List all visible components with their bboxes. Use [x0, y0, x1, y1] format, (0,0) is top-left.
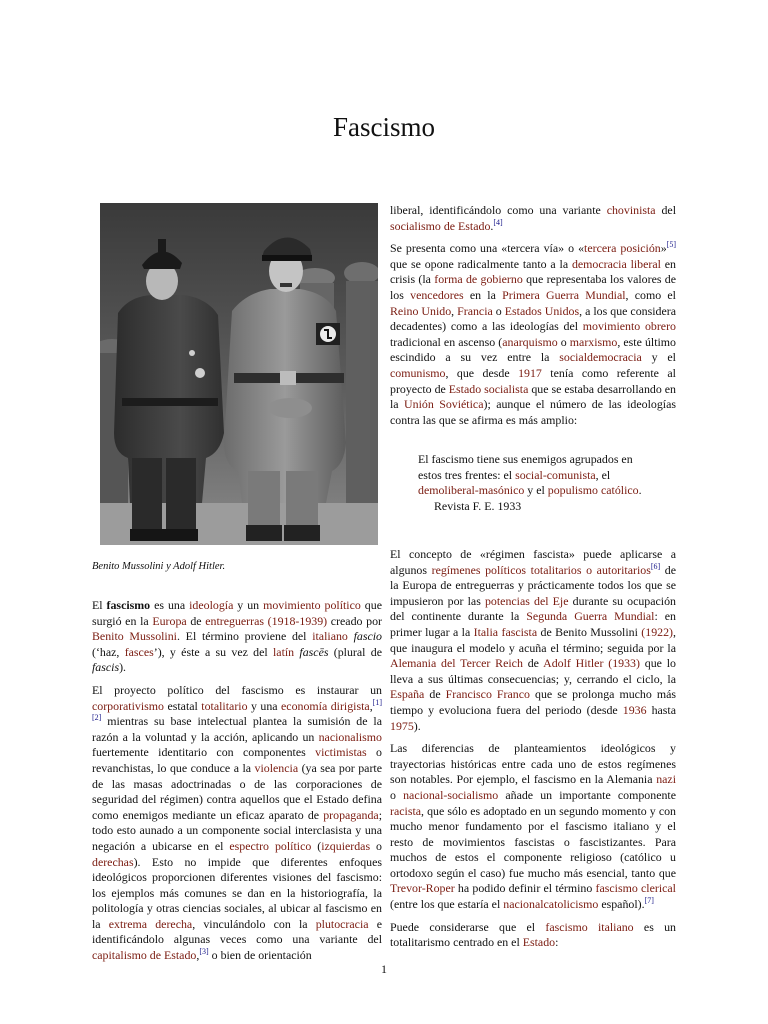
text-run: , vinculándolo con la	[192, 916, 316, 931]
text-run: es un totalitarismo centrado en el	[390, 919, 676, 950]
text-run: El proyecto político del fascismo es instaurar un	[92, 682, 382, 697]
inline-link[interactable]: potencias del Eje	[484, 593, 569, 608]
text-run: ; todo esto aunado a un componente social interclasista y una negación a ubicarse en el	[92, 807, 382, 853]
text-run: durante su ocupación del continente durante la	[390, 593, 676, 624]
inline-link[interactable]: Adolf Hitler	[543, 656, 604, 671]
text-run: .	[490, 218, 494, 233]
paragraph-fascist-regime	[390, 547, 676, 734]
text-run: :	[555, 935, 559, 950]
inline-link[interactable]: latín	[272, 644, 295, 659]
text-run: español).	[598, 897, 645, 912]
inline-link[interactable]: totalitario	[201, 698, 248, 713]
inline-link[interactable]: propaganda	[323, 807, 379, 822]
reference-link[interactable]: [4]	[493, 217, 503, 227]
inline-link[interactable]: racista	[390, 803, 422, 818]
inline-link[interactable]: tercera posición	[584, 241, 661, 256]
inline-link[interactable]: 1975	[390, 718, 414, 733]
inline-link[interactable]: Trevor-Roper	[390, 881, 455, 896]
text-run: , que desde	[445, 365, 519, 380]
text-run: , que sólo es adoptado en un segundo momento y con mucho menor fundamento por el fascismo italiano y el resto de movimientos fascistas o fascistizantes. Para muchos de estos el componente religioso (católico u ortodoxo según el caso) fue mucho más esencial, tanto que	[390, 803, 676, 880]
text-run: o bien de orientación	[208, 948, 312, 963]
quote-text	[418, 452, 658, 499]
inline-link[interactable]: democracia liberal	[571, 256, 661, 271]
text-run: añade un importante componente	[498, 787, 676, 802]
inline-link[interactable]: forma de gobierno	[434, 272, 523, 287]
inline-link[interactable]: Europa	[152, 613, 187, 628]
text-run: en la	[463, 287, 503, 302]
inline-link[interactable]: plutocracia	[315, 916, 369, 931]
text-run: que se prolonga mucho más tiempo y evoluciona fuera del periodo (desde	[390, 687, 677, 717]
inline-link[interactable]: ideología	[189, 598, 234, 612]
inline-link[interactable]: nacional-socialismo	[403, 787, 499, 802]
text-run: creado por	[327, 613, 382, 628]
text-run: , a los que considera decadentes) como a las ideologías del	[390, 303, 676, 334]
text-run: que lo lleva a sus últimas consecuencias; y, cerrando el ciclo, la	[390, 656, 676, 686]
text-run: estatal	[164, 698, 202, 713]
paragraph-liberal-variant	[390, 203, 676, 234]
page-number: 1	[381, 962, 387, 976]
text-run: e identificándolo algunas veces como una variante del	[92, 916, 382, 947]
inline-link[interactable]: demoliberal-masónico	[418, 483, 525, 498]
inline-link[interactable]: regímenes políticos totalitarios o autoritarios	[431, 562, 651, 577]
italic-text: fascēs	[299, 644, 329, 659]
right-column-top	[390, 203, 676, 435]
inline-link[interactable]: derechas	[92, 854, 134, 869]
text-run: y una	[247, 698, 282, 713]
text-run: (entre los que estaría el	[390, 897, 504, 912]
text-run: »	[660, 241, 667, 256]
text-run: o	[370, 838, 382, 853]
text-run: Se presenta como una «tercera vía» o «	[390, 241, 585, 256]
inline-link[interactable]: espectro político	[229, 838, 312, 853]
text-run: o	[557, 334, 570, 349]
text-run: o	[492, 303, 505, 318]
reference-link[interactable]: [1][2]	[92, 697, 382, 723]
inline-link[interactable]: Primera Guerra Mundial	[502, 287, 626, 302]
inline-link[interactable]: vencedores	[410, 287, 464, 302]
text-run: , como el	[625, 287, 676, 302]
inline-link[interactable]: 1917	[518, 365, 542, 380]
text-run: de	[424, 687, 446, 702]
inline-link[interactable]: Estado socialista	[448, 381, 529, 396]
inline-link[interactable]: Alemania del Tercer Reich	[390, 656, 523, 671]
inline-link[interactable]: marxismo	[569, 334, 618, 349]
inline-link[interactable]: economía dirigista	[281, 698, 370, 713]
text-run: , el	[595, 467, 611, 482]
left-column	[92, 598, 382, 971]
text-run: ha podido definir el término	[454, 881, 596, 896]
text-run: ’), y éste a su vez del	[153, 644, 273, 659]
inline-link[interactable]: España	[390, 687, 425, 702]
text-run: y el	[641, 350, 676, 365]
inline-link[interactable]: nacionalcatolicismo	[503, 897, 599, 912]
inline-link[interactable]: (1933)	[608, 656, 640, 671]
paragraph-intro	[92, 598, 382, 676]
inline-link[interactable]: 1936	[622, 702, 647, 717]
inline-link[interactable]: Francisco Franco	[445, 687, 530, 702]
text-run: de	[522, 656, 544, 671]
inline-link[interactable]: (1922)	[641, 624, 673, 639]
reference-link[interactable]: [7]	[644, 896, 654, 906]
text-run: tradicional en ascenso (	[390, 334, 503, 349]
text-run: ,	[369, 698, 373, 713]
text-run: (	[311, 838, 322, 853]
inline-link[interactable]: Estados Unidos	[504, 303, 580, 318]
inline-link[interactable]: comunismo	[390, 365, 446, 380]
inline-link[interactable]: Unión Soviética	[404, 397, 484, 412]
reference-link[interactable]: [6]	[650, 561, 661, 571]
text-run: ).	[413, 718, 421, 733]
inline-link[interactable]: Italia fascista	[473, 624, 538, 639]
inline-link[interactable]: fascismo italiano	[545, 919, 634, 934]
inline-link[interactable]: fasces	[124, 644, 154, 659]
text-run: El fascismo tiene sus enemigos agrupados en estos tres frentes: el	[418, 452, 633, 482]
text-run: El	[92, 598, 107, 612]
text-run: de Benito Mussolini	[537, 624, 642, 639]
text-run: es una	[150, 598, 190, 612]
italic-text: fascis	[92, 660, 120, 675]
inline-link[interactable]: violencia	[254, 760, 299, 775]
inline-link[interactable]: movimiento político	[263, 598, 361, 612]
text-run: que se estaba desarrollando en la	[390, 381, 676, 412]
reference-link[interactable]: [3]	[199, 947, 209, 957]
reference-link[interactable]: [5]	[666, 240, 676, 250]
text-run: de	[186, 613, 206, 628]
text-run: .	[638, 483, 642, 498]
text-run: ).	[119, 660, 127, 675]
inline-link[interactable]: populismo católico	[547, 483, 639, 498]
inline-link[interactable]: Benito Mussolini	[92, 629, 177, 644]
text-run: , que inaugura el modelo y acuña el término; seguida por la	[390, 624, 676, 655]
text-run: en crisis (la	[390, 256, 677, 287]
inline-link[interactable]: social-comunista	[515, 467, 596, 482]
text-run: : en primer lugar a la	[390, 609, 676, 639]
inline-link[interactable]: (1918-1939)	[267, 613, 328, 628]
inline-link[interactable]: nacionalismo	[318, 729, 382, 744]
paragraph-political-project	[92, 683, 382, 964]
inline-link[interactable]: socialdemocracia	[559, 350, 642, 365]
text-run: o revanchistas, lo que conduce a la	[92, 745, 382, 775]
text-run: , este último escindido a su vez entre la	[390, 334, 677, 365]
quote-source: Revista F. E. 1933	[434, 498, 522, 513]
inline-link[interactable]: Reino Unido	[390, 303, 452, 318]
inline-link[interactable]: anarquismo	[502, 334, 558, 349]
text-run: hasta	[646, 702, 677, 717]
inline-link[interactable]: socialismo de Estado	[390, 218, 491, 233]
text-run: fuertemente identitario con componentes	[92, 745, 316, 760]
inline-link[interactable]: fascismo clerical	[595, 881, 676, 896]
paragraph-italian-fascism	[390, 920, 676, 951]
text-run: del	[655, 203, 677, 217]
text-run: liberal, identificándolo como una variante	[390, 203, 607, 217]
text-run: o	[390, 787, 404, 802]
text-run: Puede considerarse que el	[390, 919, 546, 934]
text-run: y un	[233, 598, 264, 612]
text-run: que surgió en la	[92, 598, 382, 628]
figure-caption: Benito Mussolini y Adolf Hitler.	[92, 561, 226, 572]
text-run: de la Europa de entreguerras y prácticamente todos los que se impusieron por las	[390, 562, 676, 608]
inline-link[interactable]: movimiento obrero	[582, 319, 676, 334]
text-run: ). Esto no impide que diferentes enfoques ideológicos proporcionen diferentes visiones del fascismo: los ejemplos más comunes se dan en la historiografía, la politología y otras ciencias sociales, al ubicar al fascismo en la	[92, 854, 382, 931]
inline-link[interactable]: Segunda Guerra Mundial	[526, 609, 655, 624]
inline-link[interactable]: nazi	[656, 772, 676, 787]
inline-link[interactable]: Francia	[457, 303, 493, 318]
text-run: El concepto de «régimen fascista» puede aplicarse a algunos	[390, 547, 676, 577]
text-run: ); aunque el número de las ideologías contra las que se afirma es más amplio:	[390, 397, 677, 427]
text-run: mientras su base intelectual plantea la sumisión de la razón a la voluntad y la acción, aplicando un	[92, 714, 382, 744]
paragraph-third-way	[390, 241, 676, 428]
text-run: que representaba los valores de los	[390, 272, 677, 302]
inline-link[interactable]: capitalismo de Estado	[92, 948, 197, 963]
bold-text: fascismo	[106, 598, 151, 612]
text-run: (‘haz,	[92, 644, 125, 659]
inline-link[interactable]: italiano	[312, 629, 348, 644]
inline-link[interactable]: entreguerras	[205, 613, 264, 628]
block-quote	[418, 452, 658, 514]
italic-text: fascio	[353, 629, 382, 644]
text-run: que se opone radicalmente tanto a la	[390, 256, 572, 271]
text-run: ,	[451, 303, 458, 318]
inline-link[interactable]: izquierdas	[321, 838, 371, 853]
page-title: Fascismo	[332, 112, 435, 142]
text-run: y el	[524, 483, 548, 498]
text-run: (plural de	[328, 644, 382, 659]
right-column-bottom	[390, 547, 676, 958]
inline-link[interactable]: chovinista	[606, 203, 656, 217]
historical-photo	[100, 203, 378, 545]
text-run: ,	[196, 948, 200, 963]
text-run: . El término proviene del	[177, 629, 313, 644]
photo-illustration	[100, 203, 378, 545]
inline-link[interactable]: corporativismo	[92, 698, 164, 713]
inline-link[interactable]: Estado	[522, 935, 556, 950]
text-run: Las diferencias de planteamientos ideológicos y trayectorias históricas entre cada uno de estos regímenes son notables. Por ejemplo, el fascismo en la Alemania	[390, 741, 676, 787]
inline-link[interactable]: victimistas	[315, 745, 367, 760]
paragraph-differences	[390, 741, 676, 913]
text-run: tenía como referente al proyecto de	[390, 365, 676, 396]
text-run: (ya sea por parte de las masas adoctrinadas o de las corporaciones de seguridad del régimen) contra aquellos que el Estado defina como enemigos mediante un eficaz aparato de	[92, 760, 383, 822]
inline-link[interactable]: extrema derecha	[108, 916, 193, 931]
